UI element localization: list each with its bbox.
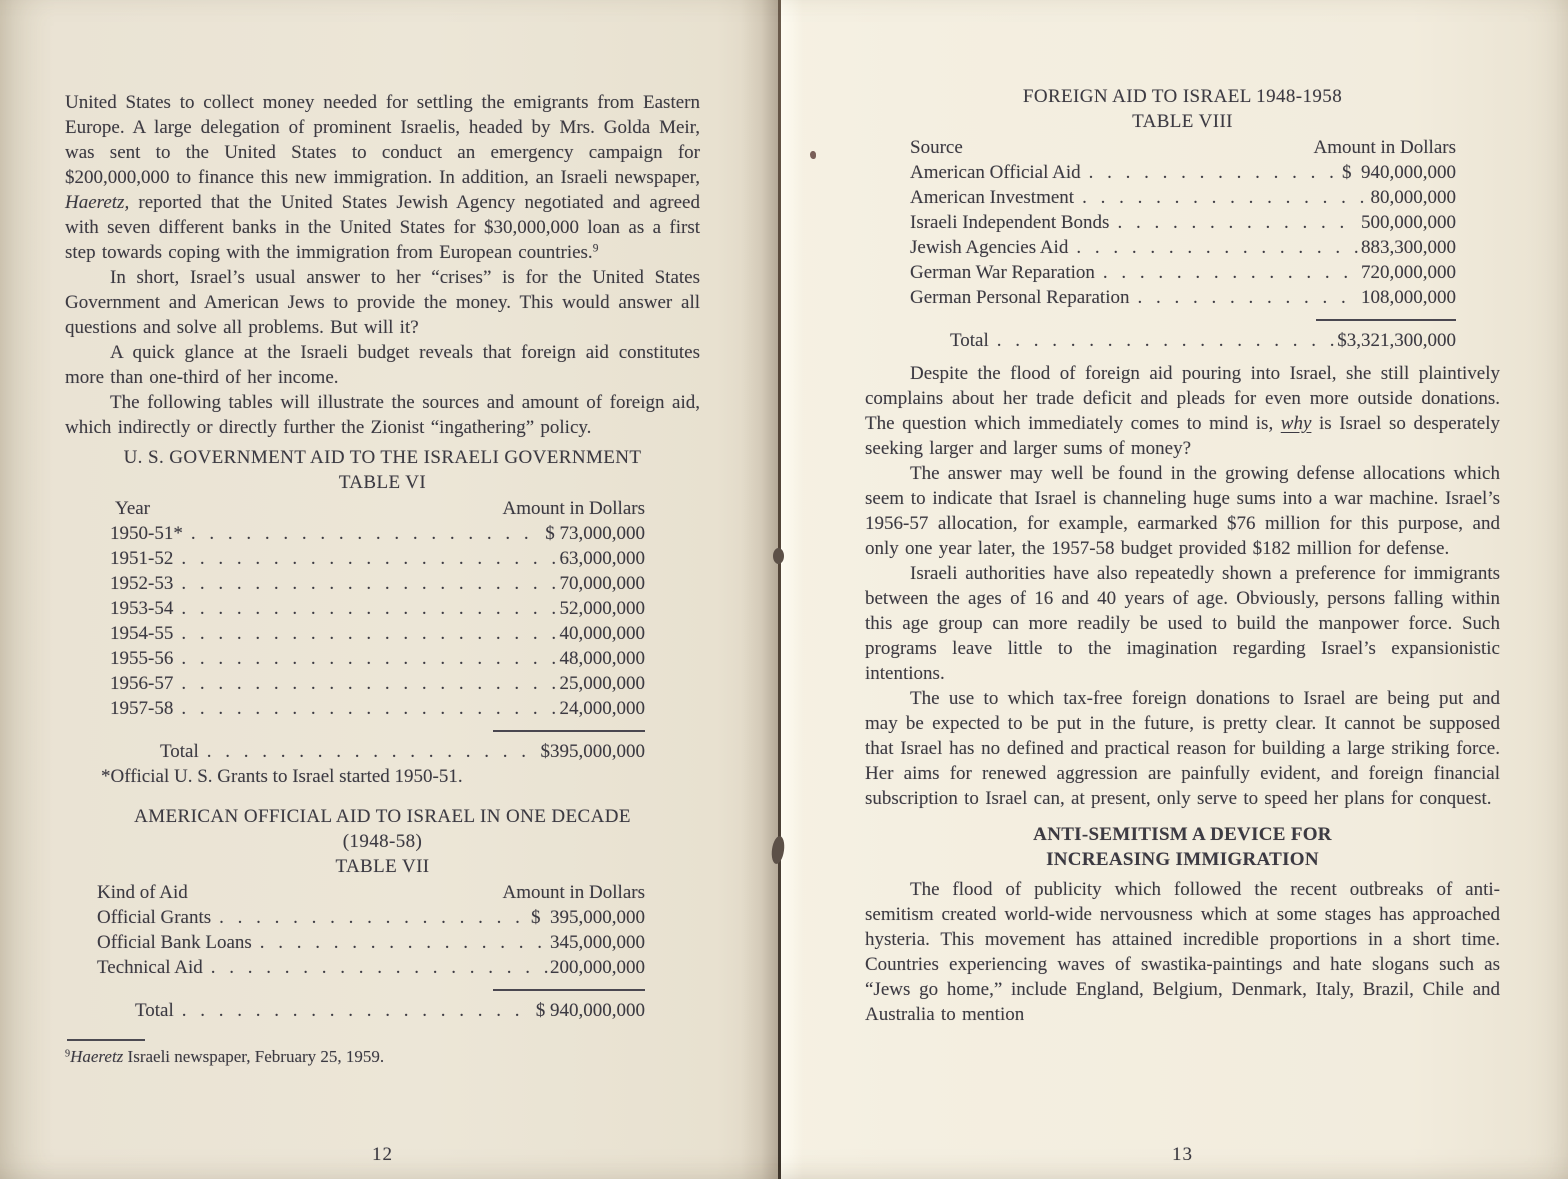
page-13 — [779, 0, 1568, 1179]
table-title-line: TABLE VI — [338, 472, 427, 493]
paragraph: A quick glance at the Israeli budget reveals that foreign aid constitutes more than one-third of her income. — [65, 342, 700, 388]
dot-leader — [181, 546, 557, 571]
table-title-line: (1948-58) — [342, 831, 423, 852]
row-amount: 345,000,000 — [550, 932, 645, 953]
row-amount: 200,000,000 — [550, 957, 645, 978]
row-label: Jewish Agencies Aid — [910, 237, 1069, 258]
dot-leader — [182, 998, 534, 1023]
row-amount: $ 940,000,000 — [1342, 162, 1456, 183]
column-header: Source — [910, 137, 963, 158]
total-rule — [493, 730, 645, 732]
emphasized-word: why — [1280, 413, 1312, 434]
row-amount: 24,000,000 — [559, 698, 645, 719]
row-amount: 108,000,000 — [1361, 287, 1456, 308]
row-label: Official Grants — [97, 907, 212, 928]
table-footnote: *Official U. S. Grants to Israel started 1950-51. — [101, 766, 463, 787]
total-row — [65, 739, 700, 764]
row-label: 1950-51* — [110, 523, 183, 544]
dot-leader — [1076, 235, 1359, 260]
row-label: Israeli Independent Bonds — [910, 212, 1110, 233]
row-label: 1954-55 — [110, 623, 174, 644]
dot-leader — [1117, 210, 1359, 235]
row-amount: 52,000,000 — [559, 598, 645, 619]
table-row — [65, 955, 700, 980]
total-amount: $395,000,000 — [540, 741, 645, 762]
italic-term: Haeretz, — [65, 192, 130, 213]
row-label: American Official Aid — [910, 162, 1081, 183]
table-row — [65, 596, 700, 621]
dot-leader — [207, 739, 539, 764]
paragraph: In short, Israel’s usual answer to her “crises” is for the United States Government and American Jews to provide the money. This would answer all questions and solve all problems. But will it? — [65, 267, 700, 338]
row-label: 1955-56 — [110, 648, 174, 669]
row-label: 1953-54 — [110, 598, 174, 619]
paragraph — [65, 90, 700, 265]
paragraph-text: is Israel so desperately seeking larger and larger sums of money? — [865, 413, 1500, 459]
row-amount: 25,000,000 — [559, 673, 645, 694]
table-row — [865, 160, 1500, 185]
table-row — [65, 571, 700, 596]
row-amount: 720,000,000 — [1361, 262, 1456, 283]
table-title-line: AMERICAN OFFICIAL AID TO ISRAEL IN ONE DECADE — [134, 806, 631, 827]
table-row — [65, 546, 700, 571]
paragraph-text: reported that the United States Jewish Agency negotiated and agreed with seven different banks in the United States for $30,000,000 loan as a first step towards coping with the immigration from European countries. — [65, 192, 700, 263]
table-row — [865, 260, 1500, 285]
paragraph: The answer may well be found in the growing defense allocations which seem to indicate that Israel is channeling huge sums into a war machine. Israel’s 1956-57 allocation, for example, earmarked $76 million for this purpose, and only one year later, the 1957-58 budget provided $182 million for defense. — [865, 463, 1500, 559]
column-header: Amount in Dollars — [502, 498, 645, 519]
row-label: German Personal Reparation — [910, 287, 1130, 308]
total-row — [865, 328, 1500, 353]
table-vi — [65, 496, 700, 789]
row-amount: 883,300,000 — [1361, 237, 1456, 258]
footnote-reference: 9 — [65, 1048, 71, 1060]
table-title-line: U. S. GOVERNMENT AID TO THE ISRAELI GOVERNMENT — [123, 447, 642, 468]
total-label: Total — [160, 741, 199, 762]
column-header: Year — [115, 498, 151, 519]
dot-leader — [997, 328, 1335, 353]
table-viii — [865, 135, 1500, 353]
dot-leader — [181, 596, 557, 621]
dot-leader — [260, 930, 548, 955]
column-header-row — [65, 880, 700, 905]
table-row — [65, 621, 700, 646]
row-amount: 63,000,000 — [559, 548, 645, 569]
dot-leader — [1082, 185, 1368, 210]
dot-leader — [181, 671, 557, 696]
row-amount: $ 395,000,000 — [531, 907, 645, 928]
row-label: Official Bank Loans — [97, 932, 252, 953]
ink-speck — [810, 151, 816, 159]
dot-leader — [1103, 260, 1359, 285]
table-vi-title — [65, 445, 700, 495]
table-row — [65, 905, 700, 930]
dot-leader — [181, 646, 557, 671]
row-label: 1952-53 — [110, 573, 174, 594]
row-label: 1957-58 — [110, 698, 174, 719]
total-amount: $3,321,300,000 — [1337, 330, 1456, 351]
total-row — [65, 998, 700, 1023]
table-row — [65, 696, 700, 721]
row-label: Technical Aid — [97, 957, 203, 978]
total-label: Total — [135, 1000, 174, 1021]
table-viii-title — [865, 84, 1500, 134]
paragraph-text: United States to collect money needed for settling the emigrants from Eastern Europe. A large delegation of prominent Israelis, headed by Mrs. Golda Meir, was sent to the United States to conduct an emergency campaign for $200,000,000 to finance this new immigration. In addition, an Israeli newspaper, — [65, 92, 700, 188]
row-amount: 40,000,000 — [559, 623, 645, 644]
footnote-text: Israeli newspaper, February 25, 1959. — [123, 1047, 385, 1066]
table-row — [865, 235, 1500, 260]
table-title-line: TABLE VII — [335, 856, 430, 877]
row-amount: 48,000,000 — [559, 648, 645, 669]
table-row — [865, 185, 1500, 210]
total-label: Total — [950, 330, 989, 351]
page-number: 12 — [372, 1144, 393, 1165]
total-rule — [493, 989, 645, 991]
paragraph: The flood of publicity which followed the recent outbreaks of anti-semitism created world-wide nervousness which at some stages has approached hysteria. This movement has attained incredible proportions in a short time. Countries experiencing waves of swastika-paintings and hate slogans such as “Jews go home,” include England, Belgium, Denmark, Italy, Brazil, Chile and Australia to mention — [865, 879, 1500, 1025]
table-title-line: TABLE VIII — [1132, 111, 1233, 132]
row-label: 1951-52 — [110, 548, 174, 569]
row-amount: 70,000,000 — [559, 573, 645, 594]
row-label: 1956-57 — [110, 673, 174, 694]
table-row — [65, 521, 700, 546]
column-header: Kind of Aid — [97, 882, 188, 903]
paragraph-text: Despite the flood of foreign aid pouring into Israel, she still plaintively complains about her trade deficit and pleads for even more outside donations. The question which immediately comes to mind is, — [865, 363, 1500, 434]
row-amount: 80,000,000 — [1370, 187, 1456, 208]
column-header-row — [65, 496, 700, 521]
dot-leader — [1137, 285, 1359, 310]
page-12 — [0, 0, 779, 1179]
paragraph: The following tables will illustrate the sources and amount of foreign aid, which indirectly or directly further the Zionist “ingathering” policy. — [65, 392, 700, 438]
row-amount: $ 73,000,000 — [545, 523, 645, 544]
italic-term: Haeretz — [70, 1047, 124, 1066]
section-heading — [865, 822, 1500, 872]
column-header: Amount in Dollars — [1313, 137, 1456, 158]
spine-shadow — [741, 0, 778, 1179]
footnote-rule — [67, 1039, 145, 1041]
spine-nick — [773, 548, 784, 564]
total-amount: $ 940,000,000 — [535, 1000, 645, 1021]
row-label: American Investment — [910, 187, 1075, 208]
paragraph: Israeli authorities have also repeatedly shown a preference for immigrants between the ages of 16 and 40 years of age. Obviously, persons falling within this age group can more readily be used to build the manpower force. Such programs leave little to the imagination regarding Israel’s expansionistic intentions. — [865, 563, 1500, 684]
section-heading-line: INCREASING IMMIGRATION — [1046, 849, 1319, 870]
spine-highlight — [781, 0, 803, 1179]
table-row — [865, 210, 1500, 235]
table-row — [65, 646, 700, 671]
dot-leader — [181, 696, 557, 721]
total-rule — [1316, 319, 1456, 321]
dot-leader — [219, 905, 529, 930]
page-number: 13 — [1172, 1144, 1193, 1165]
table-title-line: FOREIGN AID TO ISRAEL 1948-1958 — [1022, 86, 1343, 107]
dot-leader — [191, 521, 543, 546]
table-row — [65, 930, 700, 955]
footnote — [65, 1045, 700, 1068]
dot-leader — [1089, 160, 1340, 185]
dot-leader — [211, 955, 548, 980]
paragraph — [865, 361, 1500, 461]
footnote-reference: 9 — [592, 242, 599, 255]
table-vii — [65, 880, 700, 1023]
table-row — [65, 671, 700, 696]
paragraph: The use to which tax-free foreign donations to Israel are being put and may be expected to be put in the future, is pretty clear. It cannot be supposed that Israel has no defined and practical reason for building a large striking force. Her aims for renewed aggression are painfully evident, and foreign financial subscription to Israel can, at present, only serve to speed her plans for conquest. — [865, 688, 1500, 809]
dot-leader — [181, 571, 557, 596]
row-amount: 500,000,000 — [1361, 212, 1456, 233]
column-header: Amount in Dollars — [502, 882, 645, 903]
dot-leader — [181, 621, 557, 646]
row-label: German War Reparation — [910, 262, 1095, 283]
table-vii-title — [65, 804, 700, 879]
column-header-row — [865, 135, 1500, 160]
table-row — [865, 285, 1500, 310]
section-heading-line: ANTI-SEMITISM A DEVICE FOR — [1033, 824, 1332, 845]
